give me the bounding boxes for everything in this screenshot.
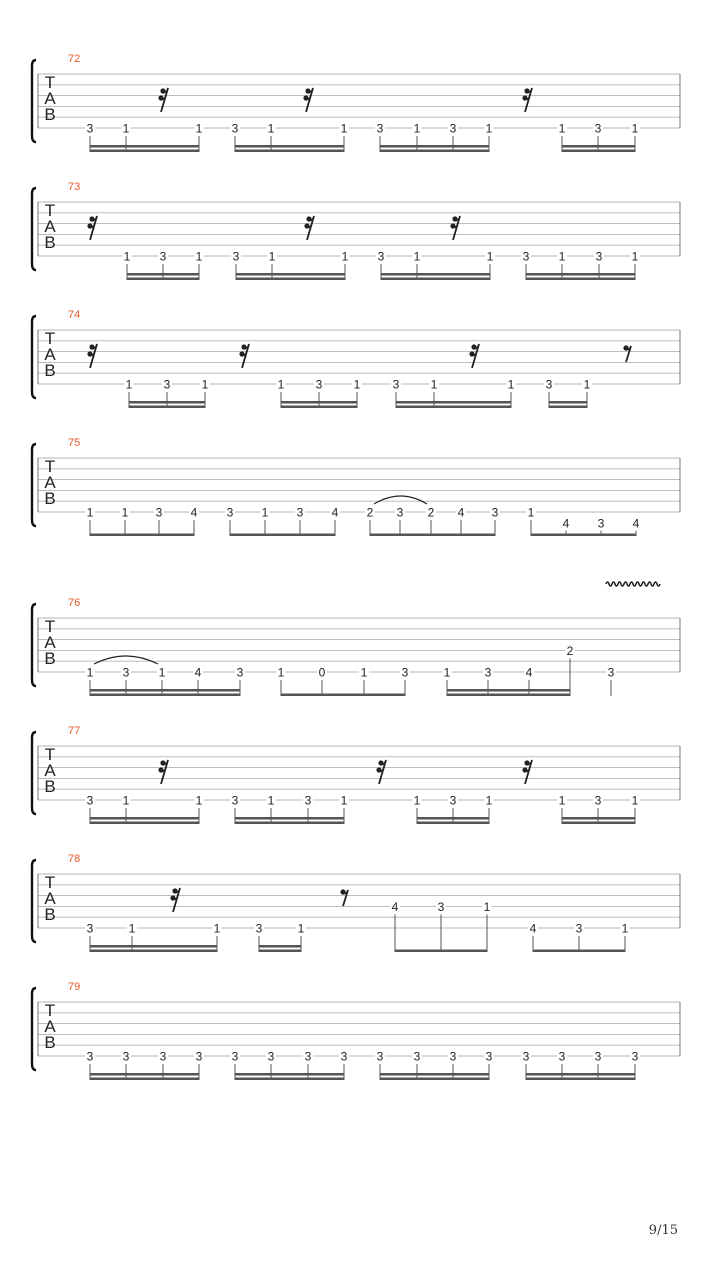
tab-clef-a: A bbox=[44, 345, 56, 364]
fret-number: 3 bbox=[558, 1049, 566, 1064]
beam bbox=[562, 822, 635, 825]
fret-number: 3 bbox=[522, 1049, 530, 1064]
fret-number: 3 bbox=[594, 1049, 602, 1064]
beam-secondary bbox=[90, 145, 199, 148]
beam-group bbox=[376, 760, 494, 824]
beam bbox=[90, 694, 240, 697]
beam-group bbox=[391, 344, 516, 408]
system-bracket bbox=[32, 988, 36, 1070]
beam bbox=[533, 950, 625, 953]
fret-number: 1 bbox=[261, 505, 269, 520]
fret-number: 1 bbox=[297, 921, 305, 936]
tab-clef-t: T bbox=[44, 457, 56, 476]
beam bbox=[90, 150, 199, 153]
fret-number: 1 bbox=[123, 249, 131, 264]
fret-number: 3 bbox=[232, 249, 240, 264]
fret-number: 4 bbox=[331, 505, 339, 520]
beam bbox=[90, 534, 194, 537]
fret-number: 1 bbox=[443, 665, 451, 680]
measure-number: 73 bbox=[68, 181, 81, 193]
fret-number: 1 bbox=[121, 505, 129, 520]
sixteenth-rest bbox=[469, 344, 479, 368]
fret-number: 4 bbox=[562, 516, 570, 531]
fret-number: 3 bbox=[491, 505, 499, 520]
fret-number: 1 bbox=[195, 793, 203, 808]
beam-secondary bbox=[447, 689, 570, 692]
beam-group bbox=[87, 216, 204, 280]
fret-number: 1 bbox=[486, 249, 494, 264]
fret-number: 1 bbox=[122, 121, 130, 136]
fret-number: 1 bbox=[158, 665, 166, 680]
fret-number: 1 bbox=[413, 249, 421, 264]
system-bracket bbox=[32, 188, 36, 270]
fret-number: 1 bbox=[631, 121, 639, 136]
fret-number: 3 bbox=[485, 1049, 493, 1064]
fret-number: 3 bbox=[236, 665, 244, 680]
sixteenth-rest bbox=[158, 88, 168, 112]
beam bbox=[90, 1078, 199, 1081]
beam bbox=[531, 534, 636, 537]
fret-number: 1 bbox=[122, 793, 130, 808]
fret-number: 3 bbox=[231, 793, 239, 808]
fret-number: 1 bbox=[267, 793, 275, 808]
fret-number: 3 bbox=[575, 921, 583, 936]
fret-number: 3 bbox=[86, 921, 94, 936]
fret-number: 3 bbox=[377, 249, 385, 264]
fret-number: 3 bbox=[296, 505, 304, 520]
beam-group bbox=[254, 889, 348, 952]
system-74 bbox=[32, 309, 680, 408]
beam-group bbox=[230, 794, 349, 825]
beam-secondary bbox=[127, 273, 199, 276]
beam bbox=[396, 406, 511, 409]
system-77 bbox=[32, 725, 680, 824]
beam-secondary bbox=[235, 1073, 344, 1076]
beam-group bbox=[390, 900, 492, 952]
fret-number: 3 bbox=[255, 921, 263, 936]
beam-group bbox=[230, 1050, 349, 1081]
beam-secondary bbox=[526, 273, 635, 276]
sixteenth-rest bbox=[522, 88, 532, 112]
beam-group bbox=[522, 760, 640, 824]
beam-secondary bbox=[417, 817, 489, 820]
measure-number: 76 bbox=[68, 597, 81, 609]
fret-number: 3 bbox=[449, 793, 457, 808]
beam bbox=[447, 694, 570, 697]
fret-number: 3 bbox=[155, 505, 163, 520]
beam bbox=[526, 1078, 635, 1081]
tab-clef-a: A bbox=[44, 889, 56, 908]
system-79 bbox=[32, 981, 680, 1080]
beam-group bbox=[85, 888, 222, 952]
fret-number: 0 bbox=[318, 665, 326, 680]
fret-number: 3 bbox=[449, 1049, 457, 1064]
tab-clef-a: A bbox=[44, 761, 56, 780]
fret-number: 1 bbox=[268, 249, 276, 264]
beam-group bbox=[376, 216, 495, 280]
fret-number: 1 bbox=[213, 921, 221, 936]
fret-number: 3 bbox=[122, 665, 130, 680]
beam-group bbox=[239, 344, 362, 408]
fret-number: 1 bbox=[267, 121, 275, 136]
system-bracket bbox=[32, 60, 36, 142]
beam-secondary bbox=[281, 401, 357, 404]
beam-secondary bbox=[90, 689, 240, 692]
fret-number: 1 bbox=[128, 921, 136, 936]
beam-group bbox=[87, 344, 210, 408]
fret-number: 3 bbox=[401, 665, 409, 680]
beam-group bbox=[231, 216, 350, 280]
beam-secondary bbox=[235, 145, 344, 148]
fret-number: 1 bbox=[353, 377, 361, 392]
beam-group bbox=[522, 88, 640, 152]
beam bbox=[235, 150, 344, 153]
tab-clef-a: A bbox=[44, 217, 56, 236]
fret-number: 1 bbox=[558, 121, 566, 136]
beam-secondary bbox=[396, 401, 511, 404]
tab-clef-b: B bbox=[44, 105, 56, 124]
beam-group bbox=[85, 760, 204, 824]
sixteenth-rest bbox=[304, 216, 314, 240]
beam-group bbox=[225, 506, 340, 537]
fret-number: 1 bbox=[341, 249, 349, 264]
tab-clef-b: B bbox=[44, 1033, 56, 1052]
fret-number: 3 bbox=[86, 1049, 94, 1064]
fret-number: 3 bbox=[159, 1049, 167, 1064]
beam-group bbox=[375, 122, 494, 153]
fret-number: 3 bbox=[195, 1049, 203, 1064]
beam-group bbox=[85, 506, 199, 537]
tab-clef-b: B bbox=[44, 649, 56, 668]
sixteenth-rest bbox=[87, 344, 97, 368]
beam-group bbox=[526, 506, 641, 537]
fret-number: 1 bbox=[583, 377, 591, 392]
fret-number: 3 bbox=[159, 249, 167, 264]
sixteenth-rest bbox=[158, 760, 168, 784]
tab-clef-t: T bbox=[44, 873, 56, 892]
tie-slur bbox=[374, 496, 427, 504]
fret-number: 3 bbox=[437, 899, 445, 914]
beam bbox=[90, 950, 217, 953]
beam-secondary bbox=[235, 817, 344, 820]
sixteenth-rest bbox=[522, 760, 532, 784]
fret-number: 3 bbox=[376, 1049, 384, 1064]
fret-number: 3 bbox=[597, 516, 605, 531]
beam bbox=[395, 950, 487, 953]
tab-clef-t: T bbox=[44, 745, 56, 764]
beam-group bbox=[276, 666, 410, 697]
beam bbox=[380, 150, 489, 153]
tie-slur bbox=[94, 656, 158, 664]
beam-group bbox=[521, 250, 640, 281]
tab-clef-b: B bbox=[44, 361, 56, 380]
fret-number: 3 bbox=[267, 1049, 275, 1064]
system-73 bbox=[32, 181, 680, 280]
beam-secondary bbox=[380, 1073, 489, 1076]
beam-group bbox=[85, 1050, 204, 1081]
fret-number: 1 bbox=[86, 505, 94, 520]
tab-clef-a: A bbox=[44, 633, 56, 652]
fret-number: 3 bbox=[594, 793, 602, 808]
beam bbox=[281, 694, 405, 697]
beam-secondary bbox=[90, 1073, 199, 1076]
tab-clef-b: B bbox=[44, 777, 56, 796]
tab-clef-b: B bbox=[44, 233, 56, 252]
tab-clef-b: B bbox=[44, 905, 56, 924]
fret-number: 4 bbox=[529, 921, 537, 936]
fret-number: 1 bbox=[201, 377, 209, 392]
beam-group bbox=[365, 496, 500, 536]
fret-number: 1 bbox=[507, 377, 515, 392]
tab-clef-t: T bbox=[44, 73, 56, 92]
fret-number: 1 bbox=[413, 121, 421, 136]
beam-group bbox=[230, 88, 349, 152]
sixteenth-rest bbox=[303, 88, 313, 112]
beam bbox=[526, 278, 635, 281]
tab-clef-a: A bbox=[44, 1017, 56, 1036]
beam-group bbox=[85, 88, 204, 152]
fret-number: 3 bbox=[122, 1049, 130, 1064]
beam-secondary bbox=[562, 817, 635, 820]
fret-number: 1 bbox=[558, 249, 566, 264]
beam bbox=[127, 278, 199, 281]
sixteenth-rest bbox=[376, 760, 386, 784]
beam-group bbox=[442, 644, 575, 696]
beam bbox=[90, 822, 199, 825]
beam-secondary bbox=[129, 401, 205, 404]
fret-number: 1 bbox=[430, 377, 438, 392]
beam bbox=[129, 406, 205, 409]
sixteenth-rest bbox=[239, 344, 249, 368]
beam-secondary bbox=[259, 945, 301, 948]
measure-number: 74 bbox=[68, 309, 81, 321]
fret-number: 3 bbox=[304, 1049, 312, 1064]
fret-number: 3 bbox=[340, 1049, 348, 1064]
beam bbox=[549, 406, 587, 409]
fret-number: 1 bbox=[195, 121, 203, 136]
eighth-rest bbox=[623, 345, 631, 362]
fret-number: 3 bbox=[484, 665, 492, 680]
page-number: 9/15 bbox=[648, 1223, 678, 1238]
beam bbox=[236, 278, 345, 281]
beam bbox=[281, 406, 357, 409]
fret-number: 1 bbox=[86, 665, 94, 680]
beam-secondary bbox=[381, 273, 490, 276]
fret-number: 1 bbox=[340, 793, 348, 808]
beam-secondary bbox=[562, 145, 635, 148]
fret-number: 4 bbox=[391, 899, 399, 914]
beam-group bbox=[528, 922, 630, 953]
fret-number: 3 bbox=[595, 249, 603, 264]
eighth-rest bbox=[340, 889, 348, 906]
fret-number: 3 bbox=[522, 249, 530, 264]
measure-number: 75 bbox=[68, 437, 81, 449]
measure-number: 78 bbox=[68, 853, 81, 865]
fret-number: 3 bbox=[231, 121, 239, 136]
beam bbox=[417, 822, 489, 825]
sixteenth-rest bbox=[87, 216, 97, 240]
measure-number: 77 bbox=[68, 725, 81, 737]
fret-number: 4 bbox=[190, 505, 198, 520]
system-76 bbox=[32, 582, 680, 696]
fret-number: 3 bbox=[607, 665, 615, 680]
beam-secondary bbox=[90, 945, 217, 948]
system-bracket bbox=[32, 860, 36, 942]
fret-number: 3 bbox=[226, 505, 234, 520]
fret-number: 1 bbox=[485, 121, 493, 136]
fret-number: 3 bbox=[545, 377, 553, 392]
fret-number: 3 bbox=[631, 1049, 639, 1064]
beam bbox=[230, 534, 335, 537]
sixteenth-rest bbox=[450, 216, 460, 240]
fret-number: 1 bbox=[340, 121, 348, 136]
fret-number: 1 bbox=[195, 249, 203, 264]
sixteenth-rest bbox=[170, 888, 180, 912]
beam-group bbox=[85, 656, 245, 696]
fret-number: 1 bbox=[125, 377, 133, 392]
fret-number: 1 bbox=[413, 793, 421, 808]
fret-number: 1 bbox=[277, 377, 285, 392]
beam bbox=[381, 278, 490, 281]
measure-number: 72 bbox=[68, 53, 81, 65]
fret-number: 3 bbox=[304, 793, 312, 808]
fret-number: 1 bbox=[483, 899, 491, 914]
fret-number: 1 bbox=[621, 921, 629, 936]
system-bracket bbox=[32, 604, 36, 686]
fret-number: 3 bbox=[86, 793, 94, 808]
beam-group bbox=[375, 1050, 494, 1081]
system-72 bbox=[32, 53, 680, 152]
tab-clef-a: A bbox=[44, 89, 56, 108]
system-78 bbox=[32, 853, 680, 952]
fret-number: 3 bbox=[163, 377, 171, 392]
fret-number: 3 bbox=[315, 377, 323, 392]
fret-number: 1 bbox=[631, 793, 639, 808]
beam-secondary bbox=[380, 145, 489, 148]
beam-group bbox=[521, 1050, 640, 1081]
beam-secondary bbox=[526, 1073, 635, 1076]
beam-group bbox=[544, 345, 631, 408]
beam-secondary bbox=[90, 817, 199, 820]
tab-clef-t: T bbox=[44, 1001, 56, 1020]
fret-number: 3 bbox=[86, 121, 94, 136]
tab-clef-t: T bbox=[44, 201, 56, 220]
beam bbox=[259, 950, 301, 953]
system-bracket bbox=[32, 732, 36, 814]
fret-number: 2 bbox=[427, 505, 435, 520]
fret-number: 3 bbox=[392, 377, 400, 392]
fret-number: 3 bbox=[231, 1049, 239, 1064]
fret-number: 4 bbox=[525, 665, 533, 680]
tab-clef-b: B bbox=[44, 489, 56, 508]
beam-group bbox=[606, 666, 616, 697]
fret-number: 4 bbox=[194, 665, 202, 680]
tab-clef-t: T bbox=[44, 617, 56, 636]
fret-number: 3 bbox=[449, 121, 457, 136]
vibrato-mark bbox=[606, 582, 660, 586]
system-bracket bbox=[32, 316, 36, 398]
beam-secondary bbox=[549, 401, 587, 404]
fret-number: 1 bbox=[277, 665, 285, 680]
fret-number: 3 bbox=[396, 505, 404, 520]
fret-number: 1 bbox=[527, 505, 535, 520]
fret-number: 4 bbox=[457, 505, 465, 520]
system-75 bbox=[32, 437, 680, 536]
fret-number: 3 bbox=[376, 121, 384, 136]
tab-clef-a: A bbox=[44, 473, 56, 492]
measure-number: 79 bbox=[68, 981, 81, 993]
fret-number: 1 bbox=[485, 793, 493, 808]
system-bracket bbox=[32, 444, 36, 526]
beam bbox=[370, 534, 495, 537]
fret-number: 2 bbox=[366, 505, 374, 520]
fret-number: 1 bbox=[360, 665, 368, 680]
fret-number: 1 bbox=[631, 249, 639, 264]
beam bbox=[235, 822, 344, 825]
fret-number: 3 bbox=[413, 1049, 421, 1064]
beam-secondary bbox=[236, 273, 345, 276]
tab-clef-t: T bbox=[44, 329, 56, 348]
beam bbox=[380, 1078, 489, 1081]
fret-number: 1 bbox=[558, 793, 566, 808]
fret-number: 3 bbox=[594, 121, 602, 136]
fret-number: 4 bbox=[632, 516, 640, 531]
beam bbox=[235, 1078, 344, 1081]
beam bbox=[562, 150, 635, 153]
fret-number: 2 bbox=[566, 643, 574, 658]
